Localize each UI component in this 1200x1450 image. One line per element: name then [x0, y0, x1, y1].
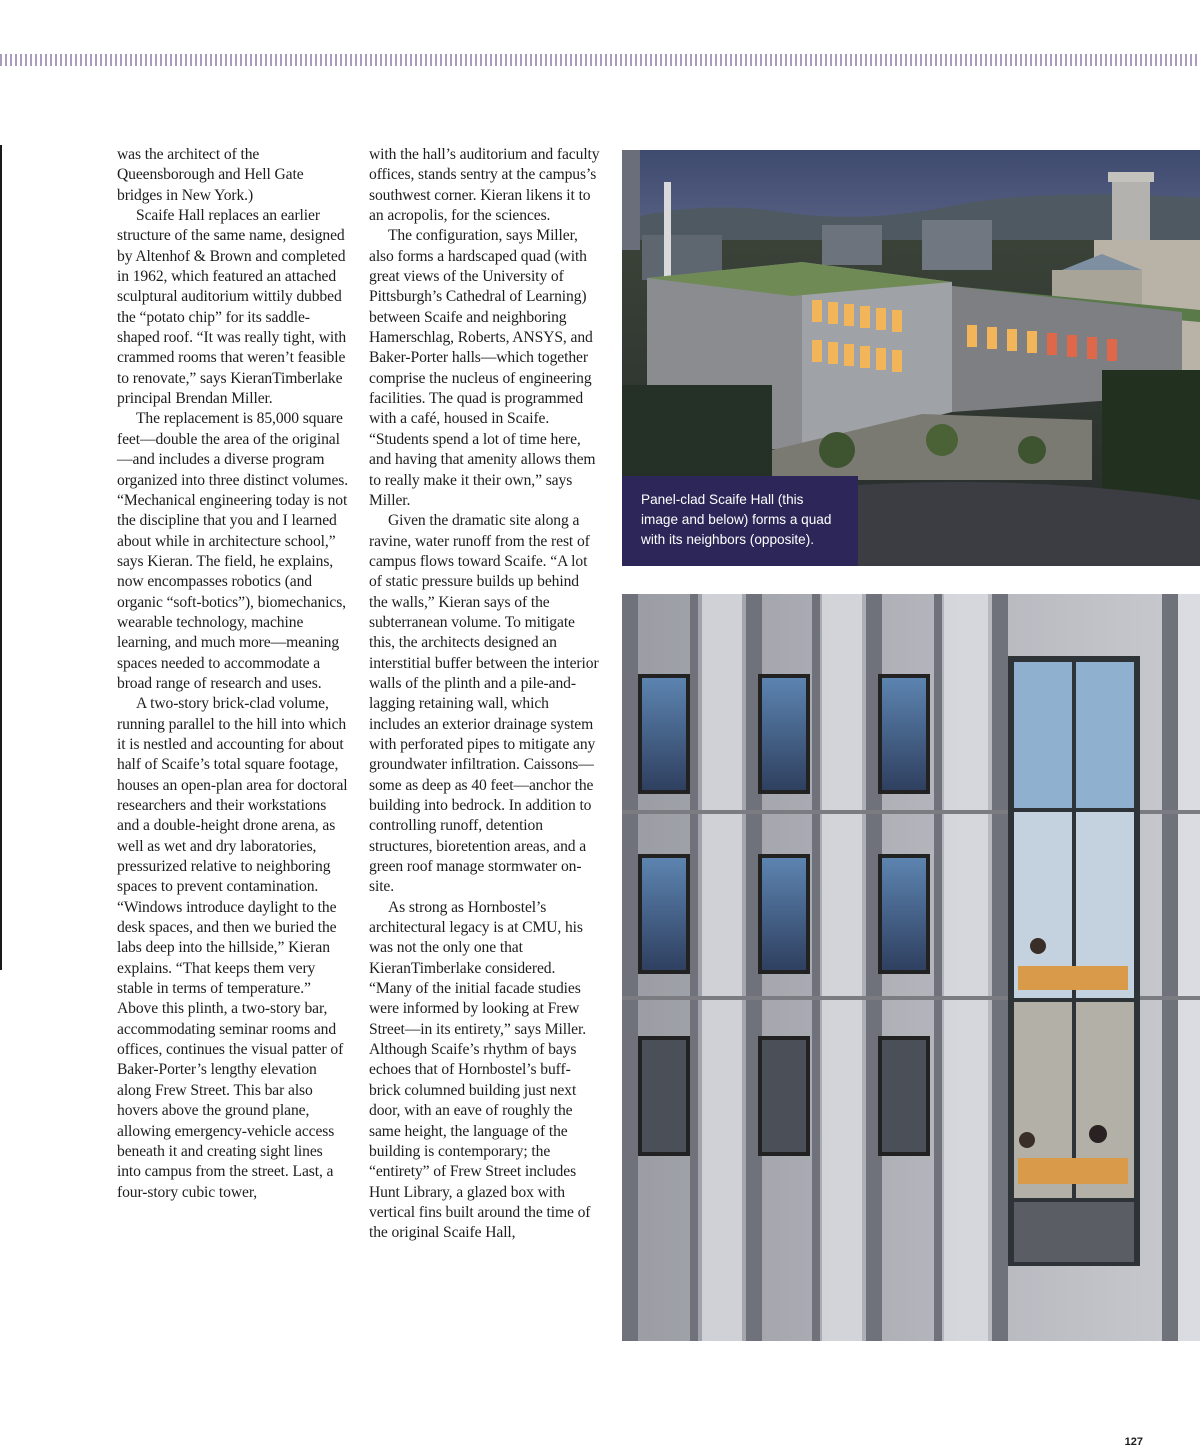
paragraph: was the architect of the Queensborough and Hell Gate bridges in New York.) — [117, 146, 304, 204]
paragraph: Scaife Hall replaces an earlier structure of the same name, designed by Altenhof & Brown and completed in 1962, which featured an attached sculptural auditorium wittily dubbed the “potato chip” for its saddle-shaped roof. “It was really tight, with crammed rooms that weren’t feasible to renovate,” says KieranTimberlake principal Brendan Miller. — [117, 207, 347, 408]
paragraph: Given the dramatic site along a ravine, water runoff from the rest of campus flows toward Scaife. “A lot of static pressure builds up behind the walls,” Kieran says of the subterranean volume. To mitigate this, the architects designed an interstitial buffer between the interior walls of the plinth and a pile-and-lagging retaining wall, which includes an exterior drainage system with perforated pipes to mitigate any groundwater infiltration. Caissons—some as deep as 40 feet—anchor the building into bedrock. In addition to controlling runoff, detention structures, bioretention areas, and a green roof manage stormwater on-site. — [369, 512, 599, 896]
text-column-1 — [117, 145, 349, 1203]
photo-caption: Panel-clad Scaife Hall (this image and below) forms a quad with its neighbors (opposite). — [622, 476, 858, 566]
paragraph: The configuration, says Miller, also forms a hardscaped quad (with great views of the University of Pittsburgh’s Cathedral of Learning) between Scaife and neighboring Hamerschlag, Roberts, ANSYS, and Baker-Porter halls—which together comprise the nucleus of engineering facilities. The quad is programmed with a café, housed in Scaife. “Students spend a lot of time here, and having that amenity allows them to really make it their own,” says Miller. — [369, 227, 596, 509]
paragraph: As strong as Hornbostel’s architectural legacy is at CMU, his was not the only one that KieranTimberlake considered. “Many of the initial facade studies were informed by looking at Frew Street—in its entirety,” says Miller. Although Scaife’s rhythm of bays echoes that of Hornbostel’s buff-brick columned building just next door, with an eave of roughly the same height, the language of the building is contemporary; the “entirety” of Frew Street includes Hunt Library, a glazed box with vertical fins built around the time of the original Scaife Hall, — [369, 898, 591, 1242]
facade-closeup-photo — [622, 594, 1200, 1341]
top-tick-rule — [0, 54, 1200, 66]
text-column-2 — [369, 145, 601, 1244]
paragraph: The replacement is 85,000 square feet—double the area of the original—and includes a diverse program organized into three distinct volumes. “Mechanical engineering today is not the discipline that you and I learned about while in architecture school,” says Kieran. The field, he explains, now encompasses robotics (and organic “soft-botics”), biomechanics, wearable technology, machine learning, and much more—meaning spaces needed to accommodate a broad range of research and uses. — [117, 410, 349, 692]
gutter-edge-line — [0, 145, 2, 970]
page-number: 127 — [1124, 1436, 1143, 1448]
paragraph: with the hall’s auditorium and faculty offices, stands sentry at the campus’s southwest corner. Kieran likens it to an acropolis, for the sciences. — [369, 146, 600, 225]
aerial-building-photo — [622, 150, 1200, 566]
paragraph: A two-story brick-clad volume, running parallel to the hill into which it is nestled and accounting for about half of Scaife’s total square footage, houses an open-plan area for doctoral researchers and their workstations and a double-height drone arena, as well as wet and dry laboratories, pressurized relative to neighboring spaces to prevent contamination. “Windows introduce daylight to the desk spaces, and then we buried the labs deep into the hillside,” Kieran explains. “That keeps them very stable in terms of temperature.” Above this plinth, a two-story bar, accommodating seminar rooms and offices, continues the visual patter of Baker-Porter’s lengthy elevation along Frew Street. This bar also hovers above the ground plane, allowing emergency-vehicle access beneath it and creating sight lines into campus from the street. Last, a four-story cubic tower, — [117, 695, 348, 1201]
